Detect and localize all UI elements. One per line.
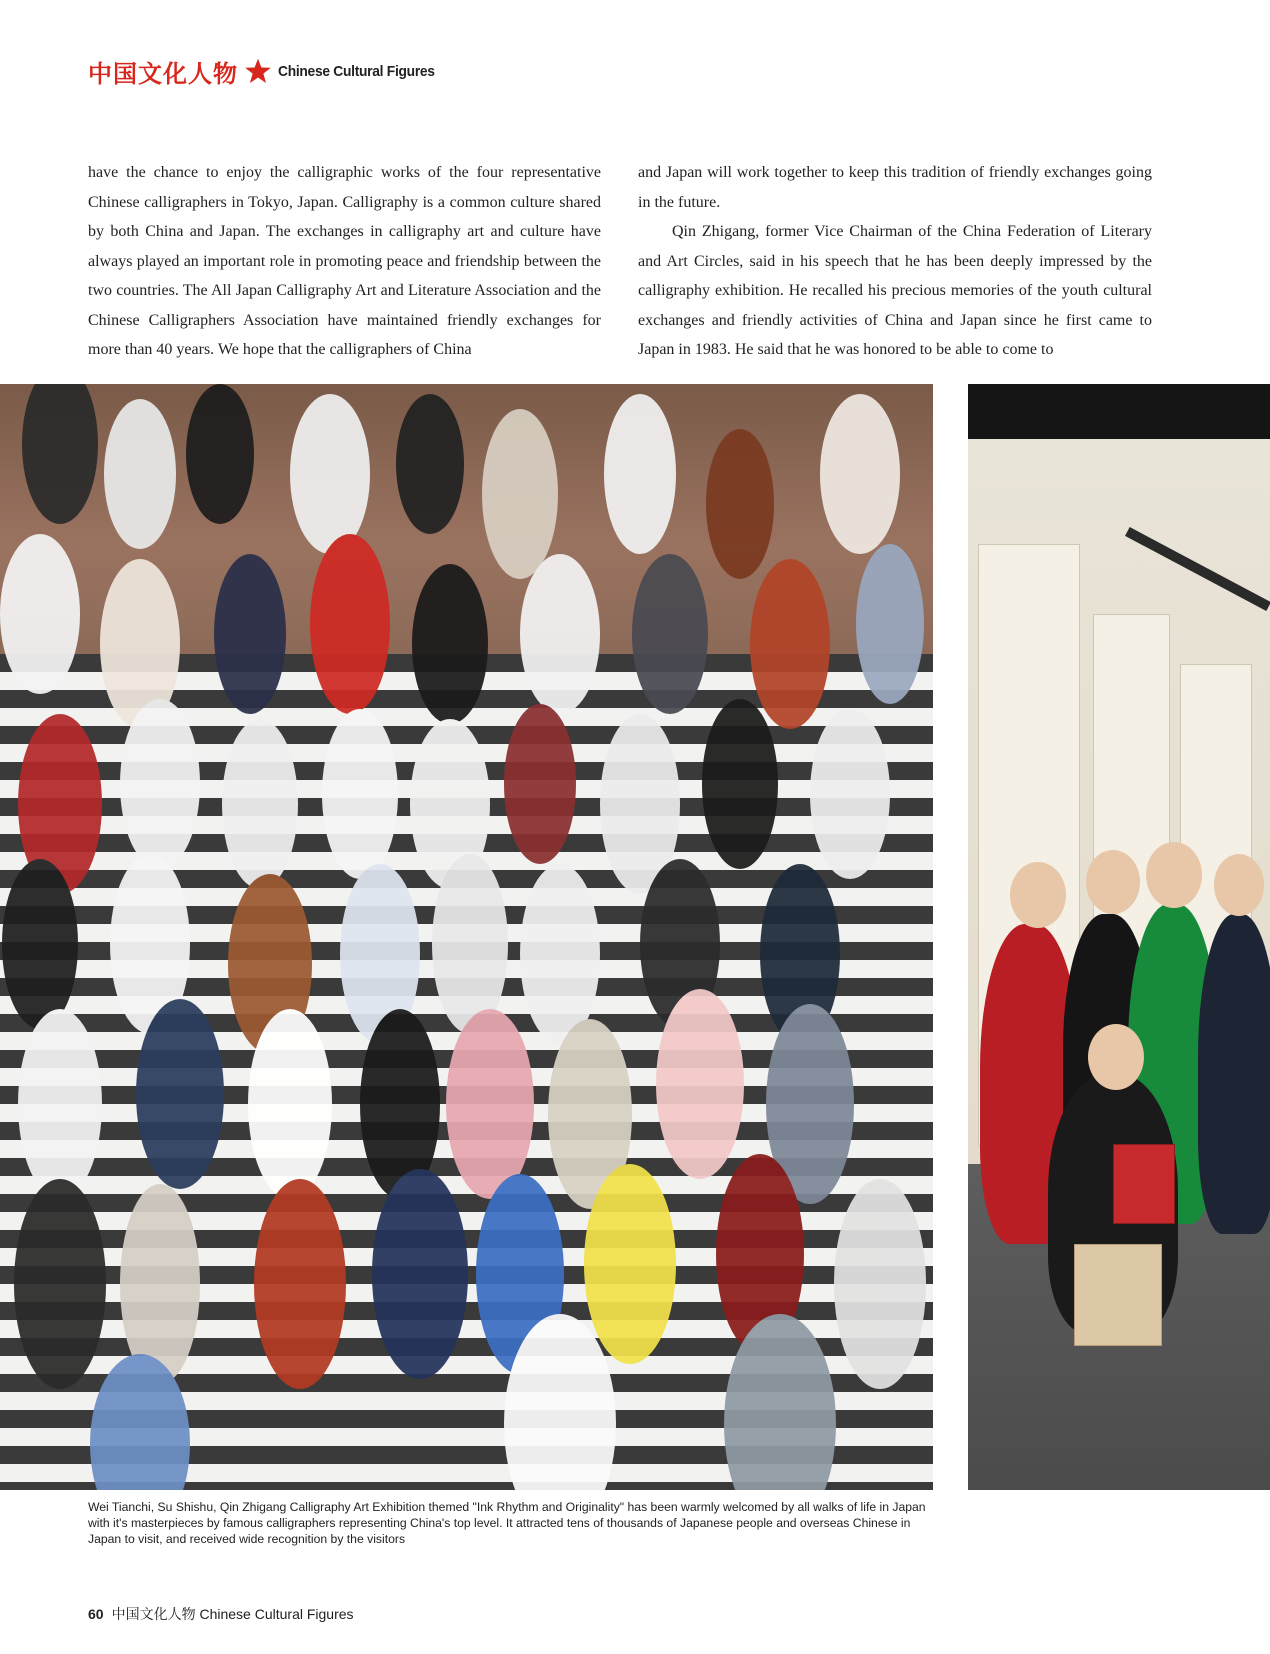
visitor-suit: [1198, 914, 1270, 1234]
visitor-head: [1214, 854, 1264, 916]
visitor-head: [1086, 850, 1140, 914]
article-column-right: [638, 158, 1152, 365]
photo-caption: Wei Tianchi, Su Shishu, Qin Zhigang Calligraphy Art Exhibition themed "Ink Rhythm and Originality" has been warmly welcomed by all walks of life in Japan with it's masterpieces by famous calligraphers representing China's top level. It attracted tens of thousands of Japanese people and overseas Chinese in Japan to visit, and received wide recognition by the visitors: [88, 1500, 926, 1546]
page-header: [88, 54, 448, 88]
crowd-figures: [0, 384, 933, 1490]
shopping-bag: [1074, 1244, 1162, 1346]
visitor-head: [1088, 1024, 1144, 1090]
visitor-head: [1010, 862, 1066, 928]
lighting-rail: [1125, 527, 1270, 611]
page-number: 60: [88, 1606, 104, 1622]
magazine-title-cn: 中国文化人物: [88, 58, 238, 88]
article-column-left: [88, 158, 601, 365]
visitor-head: [1146, 842, 1202, 908]
star-icon: [244, 57, 272, 85]
article-paragraph: Qin Zhigang, former Vice Chairman of the China Federation of Literary and Art Circles, said in his speech that he has been deeply impressed by the calligraphy exhibition. He recalled his precious memories of the youth cultural exchanges and friendly activities of China and Japan since he first came to Japan in 1983. He said that he was honored to be able to come to: [638, 223, 1152, 358]
article-paragraph: and Japan will work together to keep this tradition of friendly exchanges going in the future.: [638, 164, 1152, 211]
magazine-title-en: Chinese Cultural Figures: [278, 62, 435, 80]
footer-publication: 中国文化人物 Chinese Cultural Figures: [111, 1606, 354, 1622]
article-paragraph: have the chance to enjoy the calligraphic works of the four representative Chinese calligraphers in Tokyo, Japan. Calligraphy is a common culture shared by both China and Japan. The exchanges in calligraphy art and culture have always played an important role in promoting peace and friendship between the two countries. The All Japan Calligraphy Art and Literature Association and the Chinese Calligraphers Association have maintained friendly exchanges for more than 40 years. We hope that the calligraphers of China: [88, 164, 601, 358]
page-footer: [88, 1604, 354, 1624]
exhibition-group-photo: [968, 384, 1270, 1490]
magazine-held: [1113, 1144, 1175, 1224]
crowd-crosswalk-photo: [0, 384, 933, 1490]
